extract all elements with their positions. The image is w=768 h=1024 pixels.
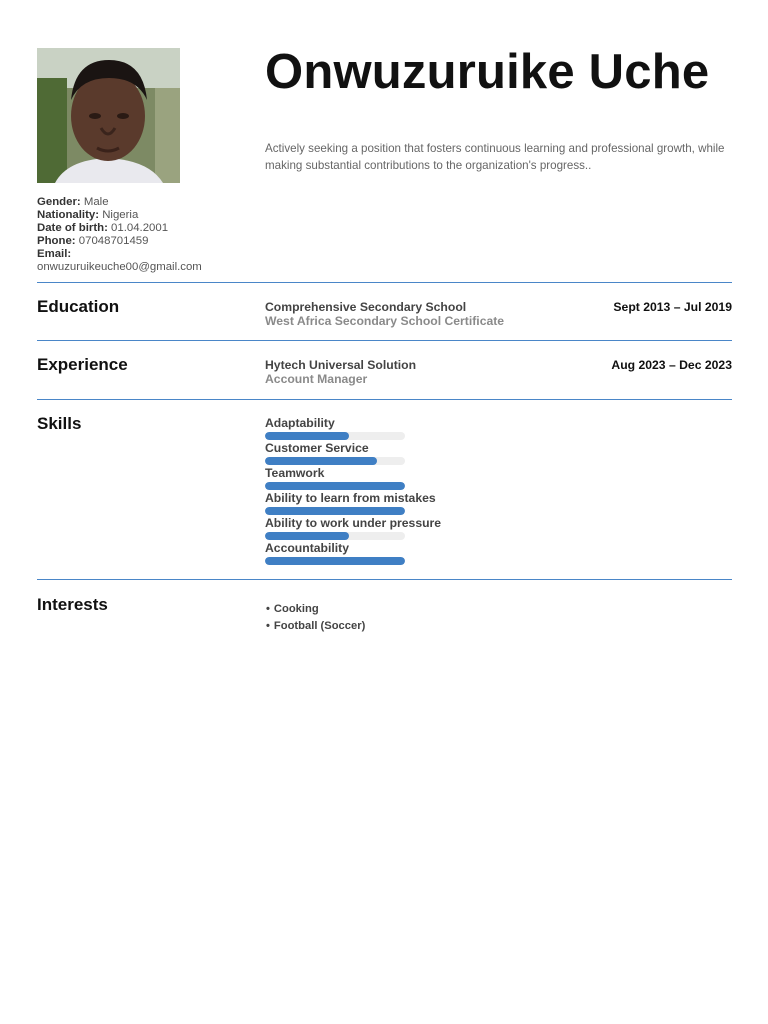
nationality-label: Nationality:	[37, 209, 100, 221]
dob-value: 01.04.2001	[111, 222, 169, 234]
profile-photo	[37, 48, 180, 183]
education-heading: Education	[37, 297, 120, 316]
skill-bar-fill	[265, 532, 349, 540]
skill-label: Ability to work under pressure	[265, 516, 442, 530]
skill-item	[265, 466, 565, 491]
section-divider	[37, 399, 732, 400]
skill-bar-fill	[265, 482, 405, 490]
section-divider	[37, 340, 732, 341]
skill-item	[265, 541, 565, 566]
skill-label: Ability to learn from mistakes	[265, 491, 436, 505]
skill-label: Accountability	[265, 541, 349, 555]
list-item	[266, 601, 365, 618]
list-item	[266, 618, 365, 635]
candidate-name: Onwuzuruike Uche	[265, 45, 710, 99]
skill-bar-track	[265, 557, 405, 565]
bullet-icon: •	[266, 603, 270, 615]
skill-bar-fill	[265, 507, 405, 515]
skills-heading: Skills	[37, 414, 82, 433]
personal-details	[37, 196, 252, 274]
skill-item	[265, 491, 565, 516]
skill-bar-track	[265, 482, 405, 490]
experience-company: Hytech Universal Solution	[265, 358, 417, 372]
skill-bar-fill	[265, 457, 377, 465]
skill-label: Teamwork	[265, 466, 325, 480]
interest-label: Football (Soccer)	[273, 619, 366, 632]
education-institution: Comprehensive Secondary School	[265, 300, 467, 314]
phone-row	[37, 235, 252, 248]
gender-value: Male	[83, 196, 109, 208]
skill-bar-track	[265, 432, 405, 440]
dob-row	[37, 222, 252, 235]
profile-summary: Actively seeking a position that fosters continuous learning and professional growth, while making substantial contributions to the organization's progress..	[265, 142, 725, 172]
skill-bar-track	[265, 457, 405, 465]
section-divider	[37, 282, 732, 283]
phone-label: Phone:	[37, 235, 76, 247]
education-qualification: West Africa Secondary School Certificate	[265, 314, 505, 328]
skill-bar-track	[265, 532, 405, 540]
phone-value: 07048701459	[78, 235, 149, 247]
skill-item	[265, 516, 565, 541]
nationality-value: Nigeria	[102, 209, 139, 221]
skill-bar-fill	[265, 557, 405, 565]
experience-heading: Experience	[37, 355, 128, 374]
section-divider	[37, 579, 732, 580]
interests-list	[266, 601, 365, 634]
email-row	[37, 248, 252, 261]
experience-dates: Aug 2023 – Dec 2023	[611, 358, 732, 372]
skill-item	[265, 441, 565, 466]
education-dates: Sept 2013 – Jul 2019	[613, 300, 732, 314]
email-value: onwuzuruikeuche00@gmail.com	[37, 261, 202, 273]
interest-label: Cooking	[273, 603, 319, 615]
skill-item	[265, 416, 565, 441]
experience-role: Account Manager	[265, 372, 368, 386]
gender-label: Gender:	[37, 196, 81, 208]
skill-label: Adaptability	[265, 416, 335, 430]
skill-label: Customer Service	[265, 441, 369, 455]
skills-list	[265, 416, 565, 566]
gender-row	[37, 196, 252, 209]
skill-bar-fill	[265, 432, 349, 440]
nationality-row	[37, 209, 252, 222]
bullet-icon: •	[266, 619, 270, 632]
email-label: Email:	[37, 248, 72, 260]
skill-bar-track	[265, 507, 405, 515]
interests-heading: Interests	[37, 595, 108, 614]
dob-label: Date of birth:	[37, 222, 108, 234]
